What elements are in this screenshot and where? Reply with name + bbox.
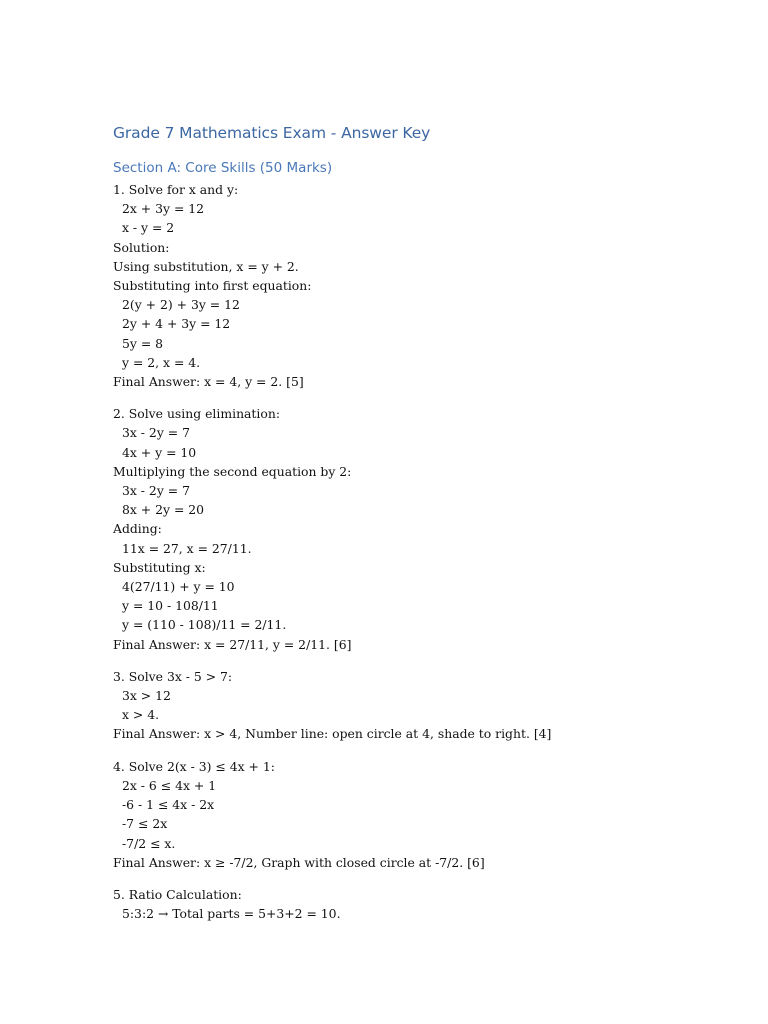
question-gap (113, 654, 708, 667)
answer-line: 11x = 27, x = 27/11. (122, 540, 252, 556)
answer-line: 8x + 2y = 20 (122, 502, 205, 518)
document-title: Grade 7 Mathematics Exam - Answer Key (113, 124, 431, 142)
answer-line: Adding: (113, 521, 162, 537)
question-block (113, 404, 708, 654)
answer-line: Multiplying the second equation by 2: (113, 463, 352, 479)
answer-line: 3. Solve 3x - 5 > 7: (113, 668, 233, 684)
questions-container (113, 180, 708, 923)
answer-line: 2. Solve using elimination: (113, 406, 280, 422)
answer-line: Final Answer: x = 27/11, y = 2/11. [6] (113, 636, 352, 652)
answer-line: 4x + y = 10 (122, 444, 197, 460)
question-block (113, 885, 708, 923)
answer-line: 5:3:2 → Total parts = 5+3+2 = 10. (122, 906, 341, 922)
question-block (113, 180, 708, 391)
answer-line: -7/2 ≤ x. (122, 835, 176, 851)
answer-line: Final Answer: x ≥ -7/2, Graph with closed circle at -7/2. [6] (113, 854, 485, 870)
answer-line: Substituting x: (113, 559, 206, 575)
answer-line: x > 4. (122, 707, 160, 723)
answer-line: 3x > 12 (122, 688, 171, 704)
answer-line: Substituting into first equation: (113, 278, 312, 294)
answer-line: 3x - 2y = 7 (122, 483, 190, 499)
answer-line: Final Answer: x > 4, Number line: open circle at 4, shade to right. [4] (113, 726, 552, 742)
answer-line: Using substitution, x = y + 2. (113, 258, 299, 274)
answer-line: Solution: (113, 239, 170, 255)
question-gap (113, 391, 708, 404)
answer-line: 1. Solve for x and y: (113, 182, 239, 197)
answer-line: 2y + 4 + 3y = 12 (122, 316, 231, 332)
answer-line: 2x - 6 ≤ 4x + 1 (122, 777, 217, 793)
answer-line: -7 ≤ 2x (122, 816, 168, 832)
answer-line: -6 - 1 ≤ 4x - 2x (122, 797, 215, 813)
answer-line: y = (110 - 108)/11 = 2/11. (122, 617, 287, 633)
answer-line: y = 10 - 108/11 (122, 598, 219, 614)
section-heading: Section A: Core Skills (50 Marks) (113, 160, 333, 176)
question-block (113, 757, 708, 872)
answer-line: 5y = 8 (122, 335, 164, 351)
answer-line: 4(27/11) + y = 10 (122, 579, 235, 595)
question-block (113, 667, 708, 744)
answer-line: Final Answer: x = 4, y = 2. [5] (113, 374, 304, 390)
question-gap (113, 744, 708, 757)
answer-line: y = 2, x = 4. (122, 354, 201, 370)
answer-line: 4. Solve 2(x - 3) ≤ 4x + 1: (113, 758, 275, 774)
question-gap (113, 872, 708, 885)
answer-line: 3x - 2y = 7 (122, 425, 190, 441)
answer-line: 2(y + 2) + 3y = 12 (122, 297, 240, 313)
answer-line: 2x + 3y = 12 (122, 201, 205, 217)
answer-line: 5. Ratio Calculation: (113, 886, 242, 902)
answer-line: x - y = 2 (122, 220, 175, 236)
